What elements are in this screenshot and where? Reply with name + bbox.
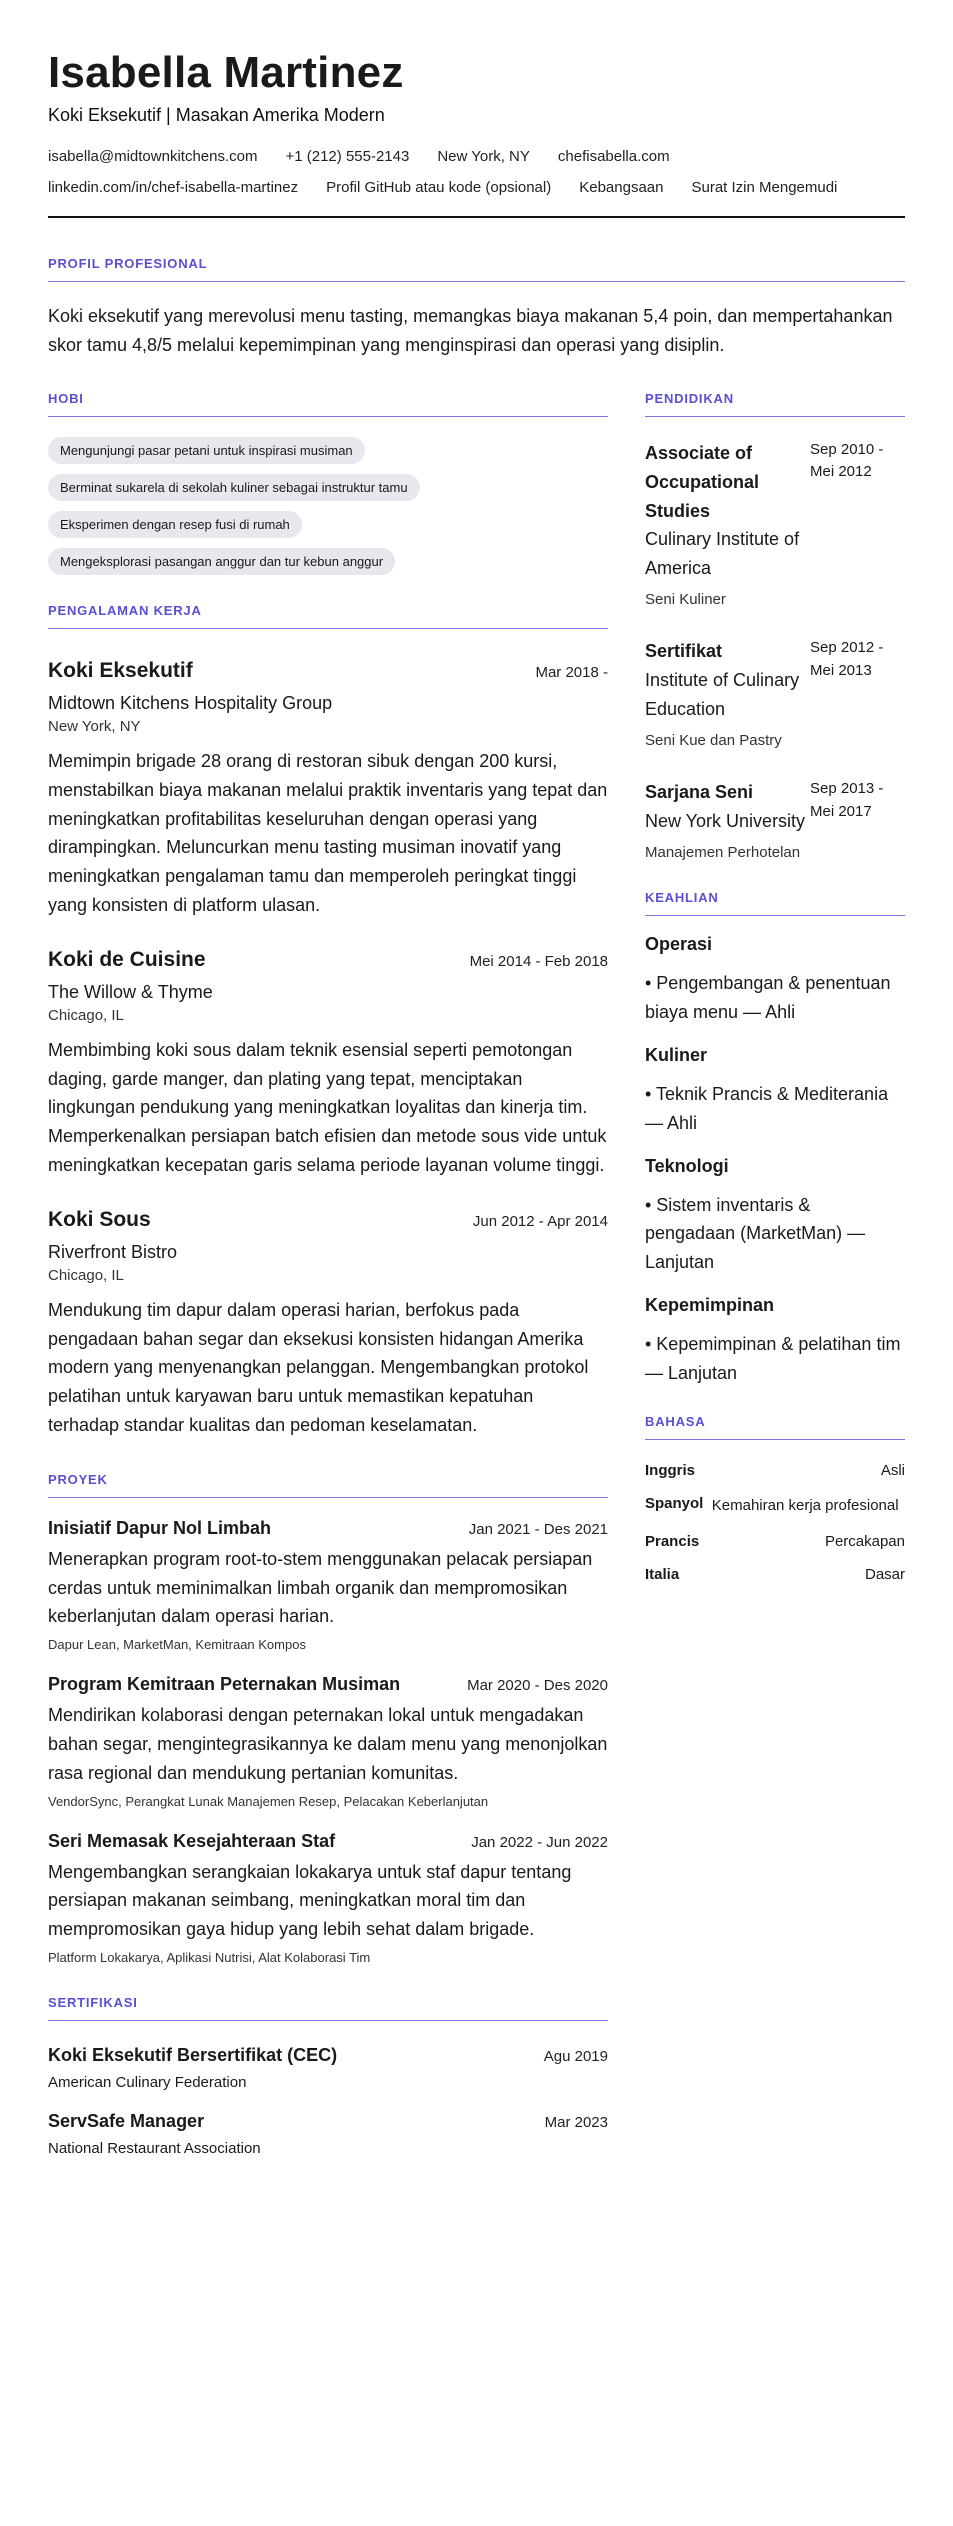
- language-name: Italia: [645, 1566, 680, 1584]
- project-description: Mengembangkan serangkaian lokakarya untuk staf dapur tentang persiapan makanan seimbang, meningkatkan moral tim dan mempromosikan gaya hidup yang lebih sehat dalam brigade.: [48, 1861, 572, 1940]
- language-name: Prancis: [645, 1533, 700, 1551]
- project-date: Jan 2022 - Jun 2022: [471, 1833, 608, 1851]
- job-description: Memimpin brigade 28 orang di restoran sibuk dengan 200 kursi, menstabilkan biaya makanan melalui praktik inventaris yang tepat dan meningkatkan profitabilitas keseluruhan dengan operasi yang dirampingkan. Meluncurkan menu tasting musiman inovatif yang meningkatkan pengalaman tamu dan memperoleh peringkat tinggi yang konsisten di platform ulasan.: [48, 750, 608, 915]
- education-entry: [645, 439, 905, 611]
- project-title: Seri Memasak Kesejahteraan Staf: [48, 1830, 336, 1851]
- education-date: Sep 2010 - Mei 2012: [810, 440, 884, 481]
- education-section: [645, 391, 905, 864]
- project-date: Mar 2020 - Des 2020: [467, 1677, 608, 1695]
- contact-website[interactable]: chefisabella.com: [557, 147, 670, 165]
- language-name: Spanyol: [645, 1494, 704, 1512]
- project-title: Inisiatif Dapur Nol Limbah: [48, 1517, 272, 1538]
- project-description: Mendirikan kolaborasi dengan peternakan lokal untuk mengadakan bahan segar, mengintegrasikannya ke dalam menu yang menonjolkan rasa regional dan mendukung pertanian komunitas.: [48, 1705, 608, 1783]
- language-level: Dasar: [864, 1566, 905, 1584]
- section-title-projects: PROYEK: [48, 1472, 608, 1498]
- job-date: Mei 2014 - Feb 2018: [469, 952, 608, 970]
- certifications-section: [48, 1995, 608, 2157]
- job-entry: [48, 1208, 608, 1440]
- job-title: Koki de Cuisine: [48, 947, 206, 971]
- contact-phone: +1 (212) 555-2143: [285, 147, 410, 165]
- job-date: Mar 2018 -: [535, 663, 608, 681]
- skill-item: • Kepemimpinan & pelatihan tim — Lanjutan: [645, 1334, 901, 1383]
- skill-category: Operasi: [645, 934, 713, 955]
- job-description: Mendukung tim dapur dalam operasi harian, berfokus pada pengadaan bahan segar dan eksekusi konsisten hidangan Amerika modern yang menyenangkan pelanggan. Mengembangkan protokol pelatihan untuk karyawan baru untuk memastikan kepatuhan terhadap standar kualitas dan pedoman keselamatan.: [48, 1299, 589, 1435]
- job-location: New York, NY: [48, 717, 141, 735]
- hobby-chip: Berminat sukarela di sekolah kuliner sebagai instruktur tamu: [48, 474, 420, 501]
- skills-section: [645, 890, 905, 1387]
- hobby-chip: Mengunjungi pasar petani untuk inspirasi musiman: [48, 437, 365, 464]
- job-title: Koki Sous: [48, 1207, 151, 1231]
- job-company: The Willow & Thyme: [48, 981, 213, 1002]
- section-title-profile: PROFIL PROFESIONAL: [48, 256, 905, 282]
- skill-category: Teknologi: [645, 1155, 729, 1176]
- section-title-certifications: SERTIFIKASI: [48, 1995, 608, 2021]
- education-entry: [645, 637, 905, 752]
- certification-entry: [48, 2111, 608, 2157]
- languages-section: [645, 1414, 905, 1584]
- right-column: [645, 391, 905, 2177]
- job-location: Chicago, IL: [48, 1006, 124, 1024]
- education-field: Manajemen Perhotelan: [645, 843, 801, 861]
- job-title: Koki Eksekutif: [48, 658, 193, 682]
- hobby-chip: Eksperimen dengan resep fusi di rumah: [48, 511, 302, 538]
- language-level: Asli: [880, 1461, 905, 1479]
- education-date: Sep 2013 - Mei 2017: [810, 780, 884, 820]
- project-tech: Platform Lokakarya, Aplikasi Nutrisi, Alat Kolaborasi Tim: [48, 1949, 371, 1965]
- job-location: Chicago, IL: [48, 1266, 124, 1284]
- hobbies-section: [48, 391, 608, 575]
- language-row: [645, 1566, 905, 1583]
- skill-item: • Teknik Prancis & Mediterania — Ahli: [645, 1084, 889, 1133]
- certification-org: National Restaurant Association: [48, 2139, 261, 2157]
- education-degree: Sarjana Seni: [645, 782, 754, 803]
- project-tech: Dapur Lean, MarketMan, Kemitraan Kompos: [48, 1637, 306, 1653]
- language-row: [645, 1533, 905, 1550]
- contact-list: [48, 148, 848, 196]
- education-school: Institute of Culinary Education: [645, 670, 800, 720]
- education-entry: [645, 778, 905, 864]
- left-column: [48, 391, 608, 2177]
- contact-github[interactable]: Profil GitHub atau kode (opsional): [326, 178, 552, 196]
- profile-section: [48, 256, 905, 361]
- profile-summary: Koki eksekutif yang merevolusi menu tasting, memangkas biaya makanan 5,4 poin, dan mempertahankan skor tamu 4,8/5 melalui kepemimpinan yang menginspirasi dan operasi yang disiplin.: [48, 305, 893, 356]
- education-school: New York University: [645, 811, 806, 832]
- education-degree: Sertifikat: [645, 641, 723, 662]
- hobby-chip: Mengeksplorasi pasangan anggur dan tur kebun anggur: [48, 548, 395, 575]
- section-title-experience: PENGALAMAN KERJA: [48, 603, 608, 629]
- candidate-name: Isabella Martinez: [48, 48, 404, 97]
- job-entry: [48, 948, 608, 1180]
- language-row: [645, 1462, 905, 1479]
- job-company: Midtown Kitchens Hospitality Group: [48, 692, 333, 713]
- education-field: Seni Kue dan Pastry: [645, 731, 782, 749]
- projects-section: [48, 1472, 608, 1965]
- language-level: Kemahiran kerja profesional: [711, 1496, 899, 1514]
- skill-item: • Pengembangan & penentuan biaya menu — Ahli: [645, 973, 891, 1023]
- skill-category: Kuliner: [645, 1045, 708, 1066]
- experience-section: [48, 603, 608, 1440]
- job-description: Membimbing koki sous dalam teknik esensial seperti pemotongan daging, garde manger, dan plating yang tepat, menciptakan lingkungan pendukung yang meningkatkan loyalitas dan kinerja tim. Memperkenalkan persiapan batch efisien dan metode sous vide untuk meningkatkan kecepatan garis selama periode layanan volume tinggi.: [48, 1039, 607, 1175]
- contact-email[interactable]: isabella@midtownkitchens.com: [48, 147, 258, 165]
- education-field: Seni Kuliner: [645, 590, 726, 608]
- header-divider: [48, 216, 905, 218]
- certification-entry: [48, 2045, 608, 2091]
- certification-date: Agu 2019: [543, 2047, 608, 2065]
- project-entry: [48, 1518, 608, 1652]
- contact-driving-license: Surat Izin Mengemudi: [691, 178, 838, 196]
- certification-org: American Culinary Federation: [48, 2073, 247, 2091]
- project-title: Program Kemitraan Peternakan Musiman: [48, 1674, 401, 1695]
- project-date: Jan 2021 - Des 2021: [468, 1520, 608, 1538]
- section-title-skills: KEAHLIAN: [645, 890, 905, 916]
- project-tech: VendorSync, Perangkat Lunak Manajemen Resep, Pelacakan Keberlanjutan: [48, 1793, 489, 1809]
- job-company: Riverfront Bistro: [48, 1241, 178, 1262]
- project-description: Menerapkan program root-to-stem menggunakan pelacak persiapan cerdas untuk meminimalkan limbah organik dan mempromosikan keberlanjutan dalam operasi harian.: [48, 1548, 593, 1627]
- language-name: Inggris: [645, 1461, 696, 1479]
- skill-item: • Sistem inventaris & pengadaan (MarketMan) — Lanjutan: [645, 1194, 866, 1273]
- skill-category: Kepemimpinan: [645, 1295, 775, 1316]
- certification-title: ServSafe Manager: [48, 2110, 205, 2131]
- certification-title: Koki Eksekutif Bersertifikat (CEC): [48, 2044, 338, 2065]
- language-row: [645, 1495, 905, 1518]
- education-degree: Associate of Occupational Studies: [645, 442, 760, 521]
- contact-nationality: Kebangsaan: [579, 178, 664, 196]
- section-title-hobbies: HOBI: [48, 391, 608, 417]
- project-entry: [48, 1674, 608, 1808]
- education-school: Culinary Institute of America: [645, 529, 800, 579]
- section-title-languages: BAHASA: [645, 1414, 905, 1440]
- certification-date: Mar 2023: [544, 2113, 608, 2131]
- language-level: Percakapan: [824, 1533, 905, 1551]
- contact-location: New York, NY: [437, 147, 530, 165]
- section-title-education: PENDIDIKAN: [645, 391, 905, 417]
- job-entry: [48, 659, 608, 920]
- resume-header: [48, 48, 905, 196]
- candidate-tagline: Koki Eksekutif | Masakan Amerika Modern: [48, 104, 385, 125]
- project-entry: [48, 1831, 608, 1965]
- education-date: Sep 2012 - Mei 2013: [810, 639, 884, 679]
- contact-linkedin[interactable]: linkedin.com/in/chef-isabella-martinez: [48, 178, 299, 196]
- job-date: Jun 2012 - Apr 2014: [472, 1212, 608, 1230]
